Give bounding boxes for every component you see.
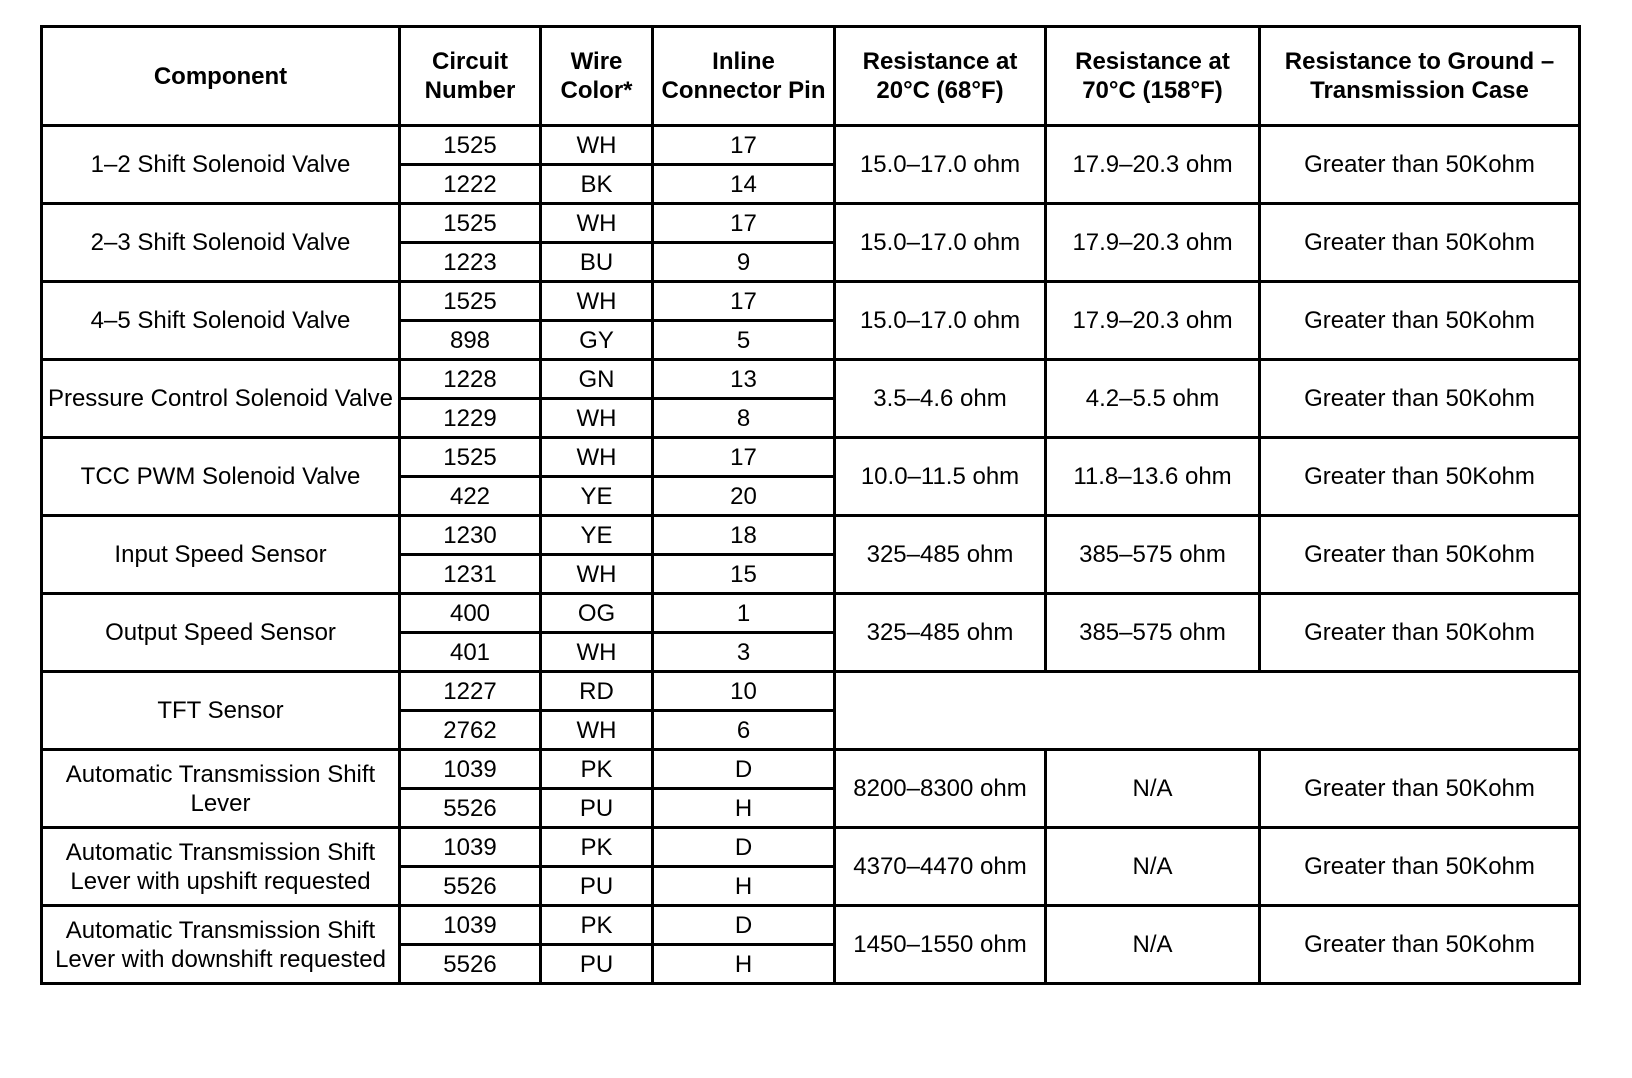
resistance-70c-cell: 11.8–13.6 ohm — [1046, 438, 1260, 516]
connector-pin-cell: 18 — [653, 516, 835, 555]
component-name-cell: TFT Sensor — [42, 672, 400, 750]
blank-resistance-cell — [835, 672, 1580, 750]
table-row — [42, 594, 1580, 633]
resistance-ground-cell: Greater than 50Kohm — [1260, 594, 1580, 672]
circuit-number-cell: 1525 — [400, 282, 541, 321]
wire-color-cell: PU — [541, 945, 653, 984]
wire-color-cell: PU — [541, 867, 653, 906]
wire-color-cell: OG — [541, 594, 653, 633]
resistance-ground-cell: Greater than 50Kohm — [1260, 750, 1580, 828]
wire-color-cell: PU — [541, 789, 653, 828]
resistance-ground-cell: Greater than 50Kohm — [1260, 360, 1580, 438]
table-body — [42, 126, 1580, 984]
circuit-number-cell: 1223 — [400, 243, 541, 282]
header-resistance-ground: Resistance to Ground – Transmission Case — [1260, 27, 1580, 126]
resistance-20c-cell: 4370–4470 ohm — [835, 828, 1046, 906]
connector-pin-cell: 9 — [653, 243, 835, 282]
header-resistance-70c: Resistance at 70°C (158°F) — [1046, 27, 1260, 126]
component-name-cell: Automatic Transmission Shift Lever with upshift requested — [42, 828, 400, 906]
connector-pin-cell: 17 — [653, 282, 835, 321]
wire-color-cell: BU — [541, 243, 653, 282]
wire-color-cell: YE — [541, 477, 653, 516]
circuit-number-cell: 2762 — [400, 711, 541, 750]
resistance-70c-cell: 17.9–20.3 ohm — [1046, 126, 1260, 204]
resistance-20c-cell: 15.0–17.0 ohm — [835, 204, 1046, 282]
resistance-70c-cell: N/A — [1046, 750, 1260, 828]
component-name-cell: 4–5 Shift Solenoid Valve — [42, 282, 400, 360]
wire-color-cell: PK — [541, 750, 653, 789]
header-inline-connector-pin: Inline Connector Pin — [653, 27, 835, 126]
resistance-ground-cell: Greater than 50Kohm — [1260, 126, 1580, 204]
wire-color-cell: PK — [541, 828, 653, 867]
connector-pin-cell: 5 — [653, 321, 835, 360]
circuit-number-cell: 1039 — [400, 906, 541, 945]
circuit-number-cell: 898 — [400, 321, 541, 360]
resistance-20c-cell: 15.0–17.0 ohm — [835, 126, 1046, 204]
resistance-ground-cell: Greater than 50Kohm — [1260, 828, 1580, 906]
wire-color-cell: WH — [541, 633, 653, 672]
resistance-ground-cell: Greater than 50Kohm — [1260, 204, 1580, 282]
resistance-spec-table — [40, 25, 1581, 985]
resistance-70c-cell: N/A — [1046, 906, 1260, 984]
circuit-number-cell: 1039 — [400, 828, 541, 867]
wire-color-cell: BK — [541, 165, 653, 204]
component-name-cell: Pressure Control Solenoid Valve — [42, 360, 400, 438]
circuit-number-cell: 1231 — [400, 555, 541, 594]
component-name-cell: Automatic Transmission Shift Lever with downshift requested — [42, 906, 400, 984]
resistance-70c-cell: 17.9–20.3 ohm — [1046, 204, 1260, 282]
resistance-20c-cell: 10.0–11.5 ohm — [835, 438, 1046, 516]
resistance-20c-cell: 8200–8300 ohm — [835, 750, 1046, 828]
wire-color-cell: WH — [541, 711, 653, 750]
connector-pin-cell: 17 — [653, 204, 835, 243]
resistance-ground-cell: Greater than 50Kohm — [1260, 438, 1580, 516]
header-circuit-number: Circuit Number — [400, 27, 541, 126]
connector-pin-cell: 8 — [653, 399, 835, 438]
table-row — [42, 282, 1580, 321]
table-row — [42, 750, 1580, 789]
wire-color-cell: PK — [541, 906, 653, 945]
wire-color-cell: GN — [541, 360, 653, 399]
circuit-number-cell: 1525 — [400, 438, 541, 477]
resistance-ground-cell: Greater than 50Kohm — [1260, 906, 1580, 984]
circuit-number-cell: 5526 — [400, 945, 541, 984]
resistance-70c-cell: 17.9–20.3 ohm — [1046, 282, 1260, 360]
resistance-70c-cell: 4.2–5.5 ohm — [1046, 360, 1260, 438]
wire-color-cell: RD — [541, 672, 653, 711]
header-component: Component — [42, 27, 400, 126]
circuit-number-cell: 422 — [400, 477, 541, 516]
resistance-70c-cell: N/A — [1046, 828, 1260, 906]
circuit-number-cell: 1222 — [400, 165, 541, 204]
wire-color-cell: GY — [541, 321, 653, 360]
table-row — [42, 516, 1580, 555]
table-row — [42, 828, 1580, 867]
circuit-number-cell: 5526 — [400, 789, 541, 828]
wire-color-cell: WH — [541, 204, 653, 243]
resistance-70c-cell: 385–575 ohm — [1046, 516, 1260, 594]
connector-pin-cell: D — [653, 828, 835, 867]
connector-pin-cell: 1 — [653, 594, 835, 633]
wire-color-cell: WH — [541, 438, 653, 477]
connector-pin-cell: 17 — [653, 438, 835, 477]
wire-color-cell: WH — [541, 126, 653, 165]
table-row — [42, 126, 1580, 165]
wire-color-cell: YE — [541, 516, 653, 555]
connector-pin-cell: 6 — [653, 711, 835, 750]
table-row — [42, 672, 1580, 711]
circuit-number-cell: 1230 — [400, 516, 541, 555]
resistance-20c-cell: 3.5–4.6 ohm — [835, 360, 1046, 438]
table-header — [42, 27, 1580, 126]
component-name-cell: 2–3 Shift Solenoid Valve — [42, 204, 400, 282]
circuit-number-cell: 1525 — [400, 204, 541, 243]
resistance-20c-cell: 1450–1550 ohm — [835, 906, 1046, 984]
wire-color-cell: WH — [541, 399, 653, 438]
component-name-cell: Automatic Transmission Shift Lever — [42, 750, 400, 828]
resistance-ground-cell: Greater than 50Kohm — [1260, 516, 1580, 594]
connector-pin-cell: 17 — [653, 126, 835, 165]
resistance-20c-cell: 15.0–17.0 ohm — [835, 282, 1046, 360]
connector-pin-cell: D — [653, 750, 835, 789]
connector-pin-cell: 15 — [653, 555, 835, 594]
circuit-number-cell: 400 — [400, 594, 541, 633]
circuit-number-cell: 1039 — [400, 750, 541, 789]
connector-pin-cell: H — [653, 867, 835, 906]
component-name-cell: TCC PWM Solenoid Valve — [42, 438, 400, 516]
table-row — [42, 360, 1580, 399]
resistance-ground-cell: Greater than 50Kohm — [1260, 282, 1580, 360]
connector-pin-cell: 14 — [653, 165, 835, 204]
wire-color-cell: WH — [541, 555, 653, 594]
circuit-number-cell: 1227 — [400, 672, 541, 711]
connector-pin-cell: 20 — [653, 477, 835, 516]
circuit-number-cell: 401 — [400, 633, 541, 672]
connector-pin-cell: 10 — [653, 672, 835, 711]
circuit-number-cell: 1525 — [400, 126, 541, 165]
resistance-70c-cell: 385–575 ohm — [1046, 594, 1260, 672]
wire-color-cell: WH — [541, 282, 653, 321]
table-row — [42, 438, 1580, 477]
component-name-cell: Input Speed Sensor — [42, 516, 400, 594]
connector-pin-cell: H — [653, 945, 835, 984]
connector-pin-cell: H — [653, 789, 835, 828]
component-name-cell: 1–2 Shift Solenoid Valve — [42, 126, 400, 204]
table-row — [42, 204, 1580, 243]
circuit-number-cell: 5526 — [400, 867, 541, 906]
header-row — [42, 27, 1580, 126]
resistance-20c-cell: 325–485 ohm — [835, 516, 1046, 594]
header-wire-color: Wire Color* — [541, 27, 653, 126]
circuit-number-cell: 1228 — [400, 360, 541, 399]
connector-pin-cell: D — [653, 906, 835, 945]
resistance-20c-cell: 325–485 ohm — [835, 594, 1046, 672]
header-resistance-20c: Resistance at 20°C (68°F) — [835, 27, 1046, 126]
connector-pin-cell: 13 — [653, 360, 835, 399]
circuit-number-cell: 1229 — [400, 399, 541, 438]
table-row — [42, 906, 1580, 945]
connector-pin-cell: 3 — [653, 633, 835, 672]
component-name-cell: Output Speed Sensor — [42, 594, 400, 672]
